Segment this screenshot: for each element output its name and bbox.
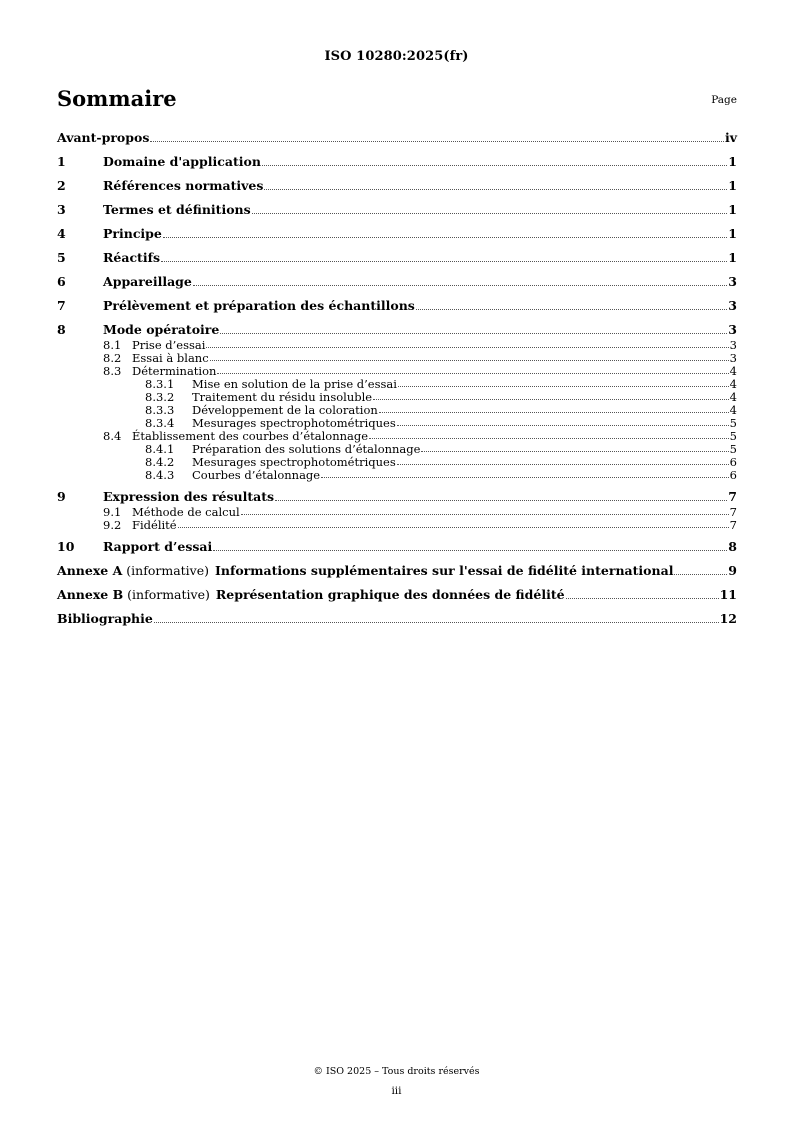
toc-dot-leader [264,188,727,190]
toc-entry[interactable] [57,403,737,416]
toc-entry-number: 8.3.2 [145,390,175,404]
toc-entry[interactable] [57,505,737,518]
toc-entry-number: 5 [57,250,66,265]
toc-entry[interactable] [57,338,737,351]
toc-dot-leader [275,499,727,501]
toc-dot-leader [193,284,727,286]
toc-entry-page: 4 [729,364,737,378]
toc-dot-leader [206,346,728,348]
document-id-header: ISO 10280:2025(fr) [324,49,469,64]
toc-entry-page: iv [724,130,737,145]
toc-entry-number: 6 [57,274,66,289]
toc-entry-number: 8.4 [103,429,122,443]
toc-entry[interactable] [57,539,737,555]
toc-entry-number: 9 [57,489,66,504]
toc-dot-leader [321,476,729,478]
toc-dot-leader [566,597,719,599]
toc-entry-title: Mesurages spectrophotométriques [192,455,396,469]
toc-entry[interactable] [57,130,737,146]
toc-entry[interactable] [57,468,737,481]
toc-entry-title: Fidélité [132,518,177,532]
toc-entry[interactable] [57,611,737,627]
toc-annex-status: (informative) [127,587,210,602]
toc-entry-title: Établissement des courbes d’étalonnage [132,429,369,443]
toc-entry-title: Représentation graphique des données de fidélité [215,587,565,602]
toc-entry-number: 8.3.1 [145,377,175,391]
toc-entry-number: 2 [57,178,66,193]
toc-entry-title: Termes et définitions [103,202,251,217]
page-column-label: Page [711,94,737,106]
toc-entry-title: Traitement du résidu insoluble [192,390,373,404]
toc-dot-leader [217,372,728,374]
toc-entry-title: Préparation des solutions d’étalonnage [192,442,421,456]
toc-annex-label: Annexe A [57,563,123,578]
toc-entry[interactable] [57,489,737,505]
toc-entry-page: 4 [729,390,737,404]
toc-entry-page: 4 [729,403,737,417]
toc-entry[interactable] [57,390,737,403]
toc-entry-page: 7 [729,505,737,519]
toc-dot-leader [369,437,729,439]
toc-dot-leader [220,332,727,334]
toc-entry-page: 5 [729,416,737,430]
toc-entry-number: 10 [57,539,75,554]
toc-entry-number: 9.2 [103,518,122,532]
toc-entry-page: 3 [729,338,737,352]
copyright-footer: © ISO 2025 – Tous droits réservés [313,1066,480,1077]
toc-entry-page: 9 [728,563,737,578]
toc-entry[interactable] [57,416,737,429]
toc-entry-title: Mode opératoire [103,322,220,337]
toc-entry-title: Prélèvement et préparation des échantillons [103,298,415,313]
toc-dot-leader [241,513,729,515]
toc-entry[interactable] [57,250,737,266]
toc-entry-title: Essai à blanc [132,351,209,365]
toc-dot-leader [398,385,729,387]
toc-entry-page: 1 [728,154,737,169]
toc-entry-page: 1 [728,178,737,193]
toc-entry[interactable] [57,455,737,468]
toc-entry[interactable] [57,351,737,364]
toc-entry-title: Développement de la coloration [192,403,378,417]
toc-dot-leader [154,621,719,623]
toc-entry-page: 8 [728,539,737,554]
toc-annex-status: (informative) [126,563,210,578]
toc-entry-title: Prise d’essai [132,338,206,352]
toc-entry-title: Courbes d’étalonnage [192,468,321,482]
toc-dot-leader [674,573,727,575]
toc-entry-title: Principe [103,226,162,241]
toc-annex-label: Annexe B [57,587,124,602]
toc-dot-leader [161,260,727,262]
toc-entry[interactable] [57,226,737,242]
toc-entry-page: 6 [729,455,737,469]
toc-entry-number: 8.4.3 [145,468,175,482]
toc-entry-page: 4 [729,377,737,391]
toc-entry-number: 8.4.1 [145,442,175,456]
toc-entry-number: 8.2 [103,351,122,365]
toc-entry-title: Mise en solution de la prise d’essai [192,377,397,391]
page-title: Sommaire [57,86,177,111]
toc-entry-page: 3 [729,351,737,365]
page-number: iii [391,1085,402,1097]
toc-entry-page: 5 [729,442,737,456]
table-of-contents [57,130,737,627]
toc-entry-page: 1 [728,250,737,265]
toc-entry[interactable] [57,377,737,390]
toc-dot-leader [373,398,729,400]
toc-entry-number: 4 [57,226,66,241]
toc-entry-title: Domaine d'application [103,154,261,169]
toc-dot-leader [262,164,727,166]
toc-dot-leader [150,140,724,142]
toc-entry-title: Avant-propos [57,130,150,145]
toc-entry-page: 5 [729,429,737,443]
toc-entry-page: 6 [729,468,737,482]
toc-dot-leader [163,236,727,238]
toc-entry-title: Expression des résultats [103,489,275,504]
toc-entry-page: 3 [728,322,737,337]
toc-entry-title: Détermination [132,364,217,378]
toc-dot-leader [178,526,729,528]
toc-dot-leader [416,308,727,310]
toc-entry-number: 8.4.2 [145,455,175,469]
toc-entry[interactable] [57,154,737,170]
toc-entry-title: Méthode de calcul [132,505,240,519]
toc-entry-page: 11 [719,587,737,602]
toc-entry-title: Appareillage [103,274,192,289]
toc-entry[interactable] [57,442,737,455]
toc-entry[interactable] [57,178,737,194]
toc-entry-page: 3 [728,274,737,289]
toc-entry-number: 8.3.3 [145,403,175,417]
toc-entry[interactable] [57,518,737,531]
toc-entry-page: 12 [719,611,737,626]
toc-entry[interactable] [57,202,737,218]
toc-dot-leader [213,549,727,551]
toc-dot-leader [210,359,729,361]
toc-entry-title: Mesurages spectrophotométriques [192,416,396,430]
toc-entry[interactable] [57,587,737,603]
toc-entry[interactable] [57,563,737,579]
toc-entry-page: 1 [728,202,737,217]
title-row [57,86,737,112]
toc-dot-leader [421,450,728,452]
toc-entry-title: Informations supplémentaires sur l'essai de fidélité international [215,563,674,578]
toc-dot-leader [252,212,728,214]
toc-entry[interactable] [57,274,737,290]
toc-entry-title: Réactifs [103,250,160,265]
toc-entry-page: 7 [729,518,737,532]
toc-entry-page: 1 [728,226,737,241]
toc-dot-leader [397,463,729,465]
toc-entry-number: 7 [57,298,66,313]
toc-dot-leader [397,424,729,426]
toc-entry-number: 8 [57,322,66,337]
toc-entry-number: 9.1 [103,505,122,519]
toc-entry[interactable] [57,298,737,314]
toc-entry[interactable] [57,322,737,338]
toc-dot-leader [379,411,729,413]
toc-entry[interactable] [57,429,737,442]
toc-entry-number: 8.1 [103,338,122,352]
toc-entry-number: 8.3 [103,364,122,378]
toc-entry-number: 3 [57,202,66,217]
toc-entry-number: 1 [57,154,66,169]
toc-entry[interactable] [57,364,737,377]
toc-entry-title: Rapport d’essai [103,539,213,554]
toc-entry-number: 8.3.4 [145,416,175,430]
toc-entry-page: 3 [728,298,737,313]
toc-entry-title: Bibliographie [57,611,153,626]
toc-entry-page: 7 [728,489,737,504]
toc-entry-title: Références normatives [103,178,264,193]
